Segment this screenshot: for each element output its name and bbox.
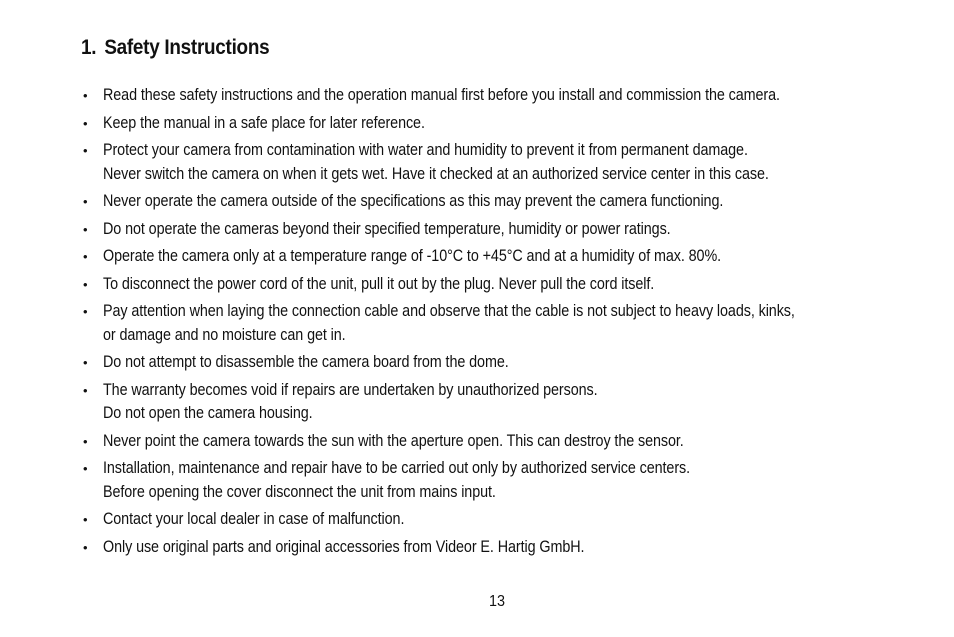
list-item-text	[103, 84, 780, 108]
section-number: 1.	[81, 36, 97, 59]
bullet-icon: •	[83, 539, 88, 555]
list-item	[81, 300, 911, 347]
list-item-line: Do not open the camera housing.	[103, 404, 313, 422]
list-item	[81, 351, 911, 375]
list-item-line: Only use original parts and original accessories from Videor E. Hartig GmbH.	[103, 537, 585, 556]
section-heading	[81, 36, 269, 60]
list-item	[81, 245, 911, 269]
list-item-line: Never switch the camera on when it gets wet. Have it checked at an authorized service center in this case.	[103, 164, 769, 183]
list-item	[81, 536, 911, 560]
list-item-line: Installation, maintenance and repair have to be carried out only by authorized service centers.	[103, 459, 691, 477]
bullet-icon: •	[83, 461, 88, 476]
list-item-text	[103, 273, 654, 297]
list-item-line: Read these safety instructions and the operation manual first before you install and commission the camera.	[103, 86, 780, 104]
list-item-line: Keep the manual in a safe place for later reference.	[103, 113, 425, 132]
list-item-text	[103, 379, 597, 426]
bullet-icon: •	[83, 382, 88, 398]
list-item-line: Do not operate the cameras beyond their specified temperature, humidity or power ratings.	[103, 219, 671, 238]
list-item-line: Operate the camera only at a temperature range of -10°C to +45°C and at a humidity of max. 80%.	[103, 247, 722, 265]
list-item-text	[103, 245, 721, 269]
list-item-text	[103, 508, 404, 532]
list-item-text	[103, 190, 723, 214]
list-item	[81, 457, 911, 504]
list-item	[81, 430, 911, 454]
bullet-icon: •	[83, 221, 88, 237]
list-item-line: Never point the camera towards the sun with the aperture open. This can destroy the sensor.	[103, 431, 684, 450]
list-item-text	[103, 218, 671, 242]
list-item	[81, 112, 911, 136]
list-item-text	[103, 536, 584, 560]
list-item-line: To disconnect the power cord of the unit, pull it out by the plug. Never pull the cord itself.	[103, 274, 655, 293]
bullet-icon: •	[83, 276, 88, 292]
bullet-icon: •	[83, 304, 88, 319]
list-item	[81, 273, 911, 297]
section-title: Safety Instructions	[104, 36, 270, 59]
list-item-text	[103, 112, 425, 136]
bullet-icon: •	[83, 433, 88, 449]
list-item	[81, 218, 911, 242]
list-item-line: The warranty becomes void if repairs are undertaken by unauthorized persons.	[103, 380, 598, 399]
list-item-text	[103, 139, 769, 186]
list-item-line: Contact your local dealer in case of malfunction.	[103, 510, 405, 528]
page-number: 13	[488, 593, 506, 610]
bullet-icon: •	[83, 88, 88, 103]
bullet-icon: •	[83, 512, 88, 527]
list-item	[81, 508, 911, 532]
list-item-text	[103, 300, 795, 347]
bullet-icon: •	[83, 249, 88, 264]
list-item-line: Never operate the camera outside of the specifications as this may prevent the camera functioning.	[103, 192, 724, 210]
list-item	[81, 84, 911, 108]
list-item-text	[103, 457, 690, 504]
list-item-line: Before opening the cover disconnect the unit from mains input.	[103, 482, 496, 501]
bullet-icon: •	[83, 115, 88, 131]
list-item	[81, 190, 911, 214]
bullet-icon: •	[83, 194, 88, 209]
list-item-text	[103, 430, 684, 454]
list-item-line: Pay attention when laying the connection cable and observe that the cable is not subject to heavy loads, kinks,	[103, 302, 795, 320]
list-item-line: Do not attempt to disassemble the camera board from the dome.	[103, 353, 509, 371]
bullet-icon: •	[83, 143, 88, 158]
list-item-line: or damage and no moisture can get in.	[103, 325, 346, 344]
bullet-icon: •	[83, 355, 88, 370]
list-item-text	[103, 351, 509, 375]
list-item-line: Protect your camera from contamination with water and humidity to prevent it from permanent damage.	[103, 141, 748, 159]
safety-instructions-list	[81, 84, 911, 563]
list-item	[81, 379, 911, 426]
list-item	[81, 139, 911, 186]
